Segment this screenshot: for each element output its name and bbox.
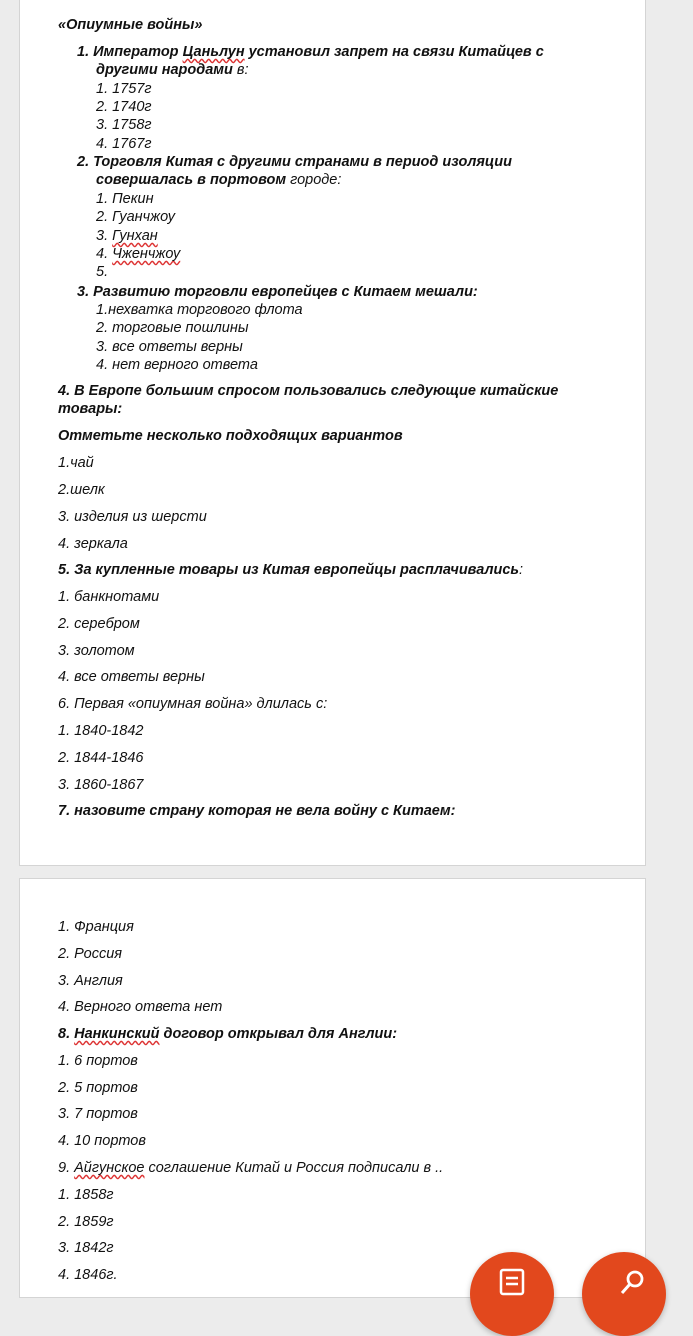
q7-option: 3. Англия [58, 973, 123, 989]
q3-option: 3. все ответы верны [96, 339, 243, 355]
q5-option: 4. все ответы верны [58, 669, 205, 685]
document-icon [497, 1266, 527, 1296]
q2-option: 2. Гуанчжоу [96, 209, 175, 225]
q9-option: 4. 1846г. [58, 1267, 118, 1283]
document-page-1 [19, 0, 646, 866]
q5-option: 3. золотом [58, 643, 135, 659]
q1-option: 4. 1767г [96, 136, 152, 152]
q2-option: 1. Пекин [96, 191, 154, 207]
document-fab-button[interactable] [470, 1252, 554, 1336]
q9-option: 3. 1842г [58, 1240, 114, 1256]
q3-option: 4. нет верного ответа [96, 357, 258, 373]
q2-option: 4. Чженчжоу [96, 246, 181, 262]
search-icon [618, 1268, 648, 1298]
q8-option: 4. 10 портов [58, 1133, 146, 1149]
document-page-2 [19, 878, 646, 1298]
question-5: 5. За купленные товары из Китая европейцы расплачивались: [58, 562, 524, 578]
question-2-cont: совершалась в портовом городе: [96, 172, 342, 188]
q3-option: 2. торговые пошлины [96, 320, 249, 336]
q6-option: 1. 1840-1842 [58, 723, 144, 739]
q1-option: 2. 1740г [96, 99, 152, 115]
q4-option: 1.чай [58, 455, 94, 471]
q7-option: 2. Россия [58, 946, 123, 962]
document-title: «Опиумные войны» [58, 17, 203, 33]
question-9: 9. Айгунское соглашение Китай и Россия подписали в .. [58, 1160, 444, 1176]
q5-option: 1. банкнотами [58, 589, 160, 605]
q3-option: 1.нехватка торгового флота [96, 302, 303, 318]
question-7: 7. назовите страну которая не вела войну с Китаем: [58, 803, 456, 819]
q9-option: 1. 1858г [58, 1187, 114, 1203]
q4-option: 4. зеркала [58, 536, 128, 552]
q2-option: 5. [96, 264, 109, 280]
q9-option: 2. 1859г [58, 1214, 114, 1230]
q6-option: 2. 1844-1846 [58, 750, 144, 766]
q8-option: 1. 6 портов [58, 1053, 138, 1069]
question-4-hint: Отметьте несколько подходящих вариантов [58, 428, 403, 444]
q1-option: 1. 1757г [96, 81, 152, 97]
question-1-cont: другими народами в: [96, 62, 249, 78]
question-3: 3. Развитию торговли европейцев с Китаем мешали: [77, 284, 478, 300]
search-fab-button[interactable] [582, 1252, 666, 1336]
q5-option: 2. серебром [58, 616, 140, 632]
q7-option: 4. Верного ответа нет [58, 999, 223, 1015]
q6-option: 3. 1860-1867 [58, 777, 144, 793]
question-4-cont: товары: [58, 401, 123, 417]
q4-option: 3. изделия из шерсти [58, 509, 207, 525]
q1-option: 3. 1758г [96, 117, 152, 133]
q8-option: 3. 7 портов [58, 1106, 138, 1122]
question-1: 1. Император Цаньлун установил запрет на связи Китайцев с [77, 44, 544, 60]
question-2: 2. Торговля Китая с другими странами в период изоляции [77, 154, 512, 170]
q2-option: 3. Гунхан [96, 228, 158, 244]
q7-option: 1. Франция [58, 919, 134, 935]
question-6: 6. Первая «опиумная война» длилась с: [58, 696, 328, 712]
q8-option: 2. 5 портов [58, 1080, 138, 1096]
question-8: 8. Нанкинский договор открывал для Англии: [58, 1026, 398, 1042]
q4-option: 2.шелк [58, 482, 105, 498]
question-4: 4. В Европе большим спросом пользовались следующие китайские [58, 383, 559, 399]
